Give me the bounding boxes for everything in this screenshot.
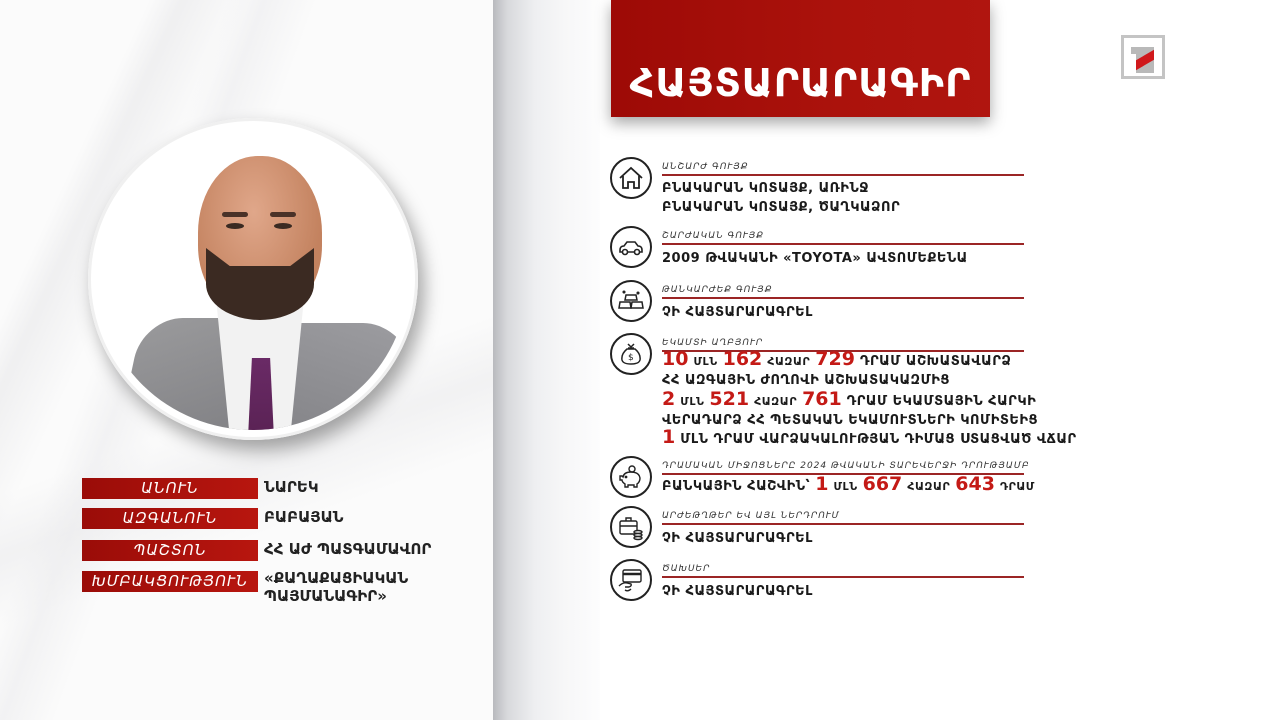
info-value: «ՔԱՂԱՔԱՑԻԱԿԱՆ bbox=[264, 569, 409, 587]
income-entry-1: 10 ՄԼՆ 162 ՀԱԶԱՐ 729 ԴՐԱՄ ԱՇԽԱՏԱՎԱՐՁ bbox=[662, 348, 1012, 370]
detail-line: ՉԻ ՀԱՅՏԱՐԱՐԱԳՐԵԼ bbox=[662, 584, 813, 599]
cash-balance: ԲԱՆԿԱՅԻՆ ՀԱՇՎԻՆ՝ 1 ՄԼՆ 667 ՀԱԶԱՐ 643 ԴՐԱՄ bbox=[662, 473, 1035, 495]
category-label: ԱՆՇԱՐԺ ԳՈՒՅՔ bbox=[662, 162, 749, 172]
info-label: ՊԱՇՏՈՆ bbox=[82, 540, 258, 561]
detail-line: 2009 ԹՎԱԿԱՆԻ «TOYOTA» ԱՎՏՈՄԵՔԵՆԱ bbox=[662, 251, 968, 266]
category-label: ԾԱԽՍԵՐ bbox=[662, 564, 711, 574]
money-bag-icon bbox=[610, 333, 652, 375]
category-label: ԱՐԺԵԹՂԹԵՐ ԵՎ ԱՅԼ ՆԵՐԴՐՈՒՄ bbox=[662, 511, 840, 521]
title-banner bbox=[611, 0, 990, 117]
info-value: ՀՀ ԱԺ ՊԱՏԳԱՄԱՎՈՐ bbox=[264, 540, 432, 558]
info-label: ԱԶԳԱՆՈՒՆ bbox=[82, 508, 258, 529]
category-label: ՇԱՐԺԱԿԱՆ ԳՈՒՅՔ bbox=[662, 231, 765, 241]
channel-logo bbox=[1121, 35, 1165, 79]
card-in-hand-icon bbox=[610, 559, 652, 601]
income-entry-2: 2 ՄԼՆ 521 ՀԱԶԱՐ 761 ԴՐԱՄ ԵԿԱՄՏԱՅԻՆ ՀԱՐԿԻ bbox=[662, 388, 1037, 410]
category-label: ԴՐԱՄԱԿԱՆ ՄԻՋՈՑՆԵՐԸ 2024 ԹՎԱԿԱՆԻ ՏԱՐԵՎԵՐՋԻ ԴՐՈՒԹՅԱՄԲ bbox=[662, 461, 1030, 471]
income-entry-1-line2: ՀՀ ԱԶԳԱՅԻՆ ԺՈՂՈՎԻ ԱՇԽԱՏԱԿԱԶՄԻՑ bbox=[662, 373, 950, 388]
house-icon bbox=[610, 157, 652, 199]
detail-line: ՉԻ ՀԱՅՏԱՐԱՐԱԳՐԵԼ bbox=[662, 305, 813, 320]
piggy-bank-icon bbox=[610, 456, 652, 498]
info-value-line2: ՊԱՅՄԱՆԱԳԻՐ» bbox=[264, 587, 387, 605]
income-entry-2-line2: ՎԵՐԱԴԱՐՁ ՀՀ ՊԵՏԱԿԱՆ ԵԿԱՄՈՒՏՆԵՐԻ ԿՈՄԻՏԵԻՑ bbox=[662, 413, 1039, 428]
page-title: ՀԱՅՏԱՐԱՐԱԳԻՐ bbox=[629, 61, 972, 105]
category-label: ԵԿԱՄՏԻ ԱՂԲՅՈՒՐ bbox=[662, 338, 764, 348]
svg-text:$: $ bbox=[628, 353, 634, 363]
info-label: ԽՄԲԱԿՑՈՒԹՅՈՒՆ bbox=[82, 571, 258, 592]
detail-line: ԲՆԱԿԱՐԱՆ ԿՈՏԱՅՔ, ԾԱՂԿԱՁՈՐ bbox=[662, 200, 901, 215]
info-value: ՆԱՐԵԿ bbox=[264, 478, 319, 496]
portrait-frame bbox=[88, 118, 418, 440]
briefcase-coins-icon bbox=[610, 506, 652, 548]
panel-divider bbox=[493, 0, 613, 720]
info-value: ԲԱԲԱՅԱՆ bbox=[264, 508, 344, 526]
detail-line: ԲՆԱԿԱՐԱՆ ԿՈՏԱՅՔ, ԱՌԻՆՋ bbox=[662, 181, 869, 196]
car-icon bbox=[610, 226, 652, 268]
detail-line: ՉԻ ՀԱՅՏԱՐԱՐԱԳՐԵԼ bbox=[662, 531, 813, 546]
income-entry-3: 1 ՄԼՆ ԴՐԱՄ ՎԱՐՁԱԿԱԼՈՒԹՅԱՆ ԴԻՄԱՑ ՍՏԱՑՎԱԾ ՎՃԱՐ bbox=[662, 426, 1077, 448]
portrait-photo bbox=[98, 128, 408, 430]
info-label: ԱՆՈՒՆ bbox=[82, 478, 258, 499]
category-label: ԹԱՆԿԱՐԺԵՔ ԳՈՒՅՔ bbox=[662, 285, 773, 295]
gold-bars-icon bbox=[610, 280, 652, 322]
